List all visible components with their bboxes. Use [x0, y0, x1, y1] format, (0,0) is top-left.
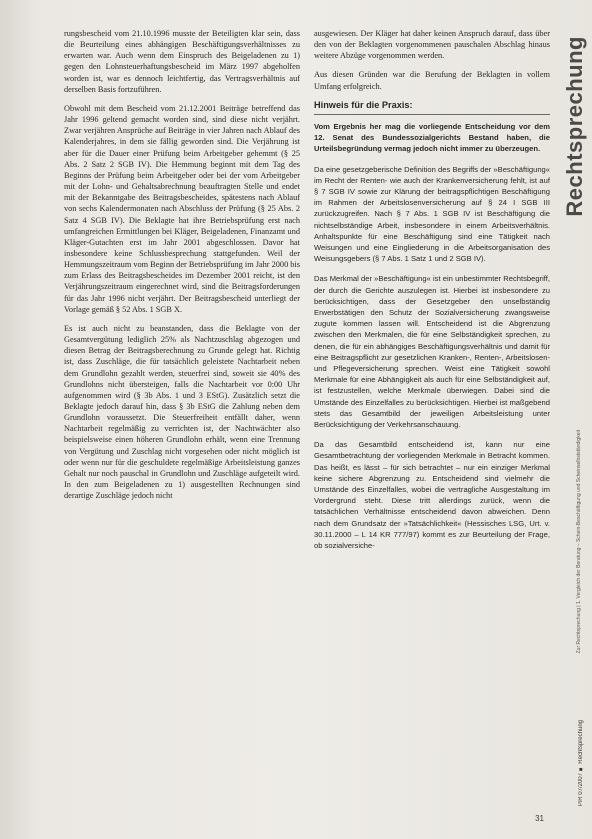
- section-title-vertical: Rechtsprechung: [562, 36, 587, 217]
- left-text-column: [64, 28, 300, 509]
- practice-note-intro: Vom Ergebnis her mag die vorliegende Entscheidung vor dem 12. Senat des Bundessozialgerichts Bestand haben, die Urteilsbegründung vermag jedoch nicht immer zu überzeugen.: [314, 121, 550, 154]
- left-paragraph-1: rungsbescheid vom 21.10.1996 musste der Beteiligten klar sein, dass die Beurteilung eines abhängigen Beschäftigungsverhältnisses zu erwarten war. Auch wenn dem Einspruch des Beigeladenen zu 1) gegen den Lohnsteuerhaftungsbescheid im März 1997 abgeholfen worden ist, war es dennoch leichtfertig, das Vertragsverhältnis auf derselben Basis fortzuführen.: [64, 29, 300, 94]
- journal-label-vertical: PiR 07/2007 ■ Rechtsprechung: [578, 720, 584, 807]
- running-footer-vertical: Zur Rechtsprechung | 1. Vergleich der Beratung – Schein-Beschäftigung und Scheinselbstständigkeit: [576, 430, 582, 654]
- right-text-column: [314, 28, 550, 560]
- practice-note-paragraph-4: Da das Gesamtbild entscheidend ist, kann nur eine Gesamtbetrachtung der vorliegenden Merkmale in Betracht kommen. Das heißt, es lässt – für sich betrachtet – nur ein einziger Merkmal keine sichere Abgrenzung zu. Entscheidend sind vielmehr die Umstände des Einzelfalles, wobei die vertragliche Ausgestaltung im Vordergrund steht. Diese tritt allerdings zurück, wenn die tatsächlichen Verhältnisse entscheidend davon abweichen. Denn nach dem Grundsatz der »Tatsächlichkeit« (Hessisches LSG, Urt. v. 30.11.2000 – L 14 KR 777/97) kommt es zur Beurteilung der Frage, ob sozialversiche-: [314, 440, 550, 551]
- practice-note-box: [314, 100, 550, 552]
- right-paragraph-1: ausgewiesen. Der Kläger hat daher keinen Anspruch darauf, dass über den von der Beklagten vorgenommenen pauschalen Abschlag hinaus weitere Abzüge vorgenommen werden.: [314, 29, 550, 61]
- right-paragraph-2: Aus diesen Gründen war die Berufung der Beklagten in vollem Umfang erfolgreich.: [314, 70, 550, 91]
- page-number: 31: [535, 814, 544, 823]
- practice-note-paragraph-3: Das Merkmal der »Beschäftigung« ist ein unbestimmter Rechtsbegriff, der durch die Gerichte auszulegen ist. Hierbei ist insbesondere zu berücksichtigen, dass der Gesetzgeber den unselbständig Erwerbstätigen den Schutz der Sozialversicherung zwangsweise zugute kommen lassen will. Entscheidend ist die Abgrenzung zwischen den Merkmalen, die für eine Selbständigkeit sprechen, zu denen, die für ein abhängiges Beschäftigungsverhältnis und damit für eine Beitragspflicht zur gesetzlichen Kranken-, Renten-, Arbeitslosen- und Pflegeversicherung sprechen. Weist eine Tätigkeit sowohl Merkmale für eine Abhängigkeit als auch für eine Selbständigkeit auf, ist festzustellen, welche Merkmale überwiegen. Dabei sind die Umstände des Einzelfalles zu berücksichtigen. Hierbei ist maßgebend stets das Gesamtbild der jeweiligen Arbeitsleistung unter Berücksichtigung der Verkehrsanschauung.: [314, 274, 550, 430]
- left-paragraph-3: Es ist auch nicht zu beanstanden, dass die Beklagte von der Gesamtvergütung lediglich 25% als Nachtzuschlag abgezogen und diesen Betrag der Beitragsberechnung zu Grunde gelegt hat. Richtig ist, dass Zuschläge, die für tatsächlich geleistete Nachtarbeit neben dem Grundlohn gezahlt werden, steuerfrei sind, soweit sie 40% des Grundlohns nicht übersteigen, falls die Nachtarbeit vor 0:00 Uhr aufgenommen wird (§ 3b Abs. 1 und 3 EStG). Zusätzlich setzt die Beklagte jedoch darauf hin, dass § 3b EStG die Zahlung neben dem Grundlohn voraussetzt. Die Steuerfreiheit entfällt daher, wenn Nachtarbeit regelmäßig zu verrichten ist, der Nachtwächter also beispielsweise einen höheren Grundlohn erhält, wenn eine Trennung von Vergütung und Zuschlag nicht vorgesehen oder nicht möglich ist oder wenn nur für die geschuldete regelmäßige Arbeitsleistung ganzes Gehalt nur noch pauschal in Grundlohn und Zuschläge aufgeteilt wird. In den zum Beigeladenen zu 1) ausgestellten Rechnungen sind derartige Zuschläge jedoch nicht: [64, 323, 300, 501]
- practice-note-heading: Hinweis für die Praxis:: [314, 100, 550, 115]
- practice-note-paragraph-2: Da eine gesetzgeberische Definition des Begriffs der »Beschäftigung« im Recht der Renten- wie auch der Krankenversicherung fehlt, ist auf § 7 SGB IV sowie zur Klärung der beitragspflichtigen Beschäftigung im Rahmen der Arbeitslosenversicherung auf § 24 I SGB III zurückzugreifen. Nach § 7 Abs. 1 SGB IV ist Beschäftigung die nichtselbständige Arbeit, insbesondere in einem Arbeitsverhältnis. Anhaltspunkte für eine Beschäftigung sind eine Tätigkeit nach Weisungen und eine Eingliederung in die Arbeitsorganisation des Weisungsgebers (§ 7 Abs. 1 Satz 1 und 2 SGB IV).: [314, 164, 550, 264]
- left-paragraph-2: Obwohl mit dem Bescheid vom 21.12.2001 Beiträge betreffend das Jahr 1996 geltend gemacht worden sind, sind diese nicht verjährt. Zwar verjähren Ansprüche auf Beiträge in vier Jahren nach Ablauf des Kalenderjahres, in dem sie fällig geworden sind. Die Verjährung ist aber für die Dauer einer Prüfung beim Arbeitgeber gehemmt (§ 25 Abs. 2 Satz 2 SGB IV). Die Hemmung beginnt mit dem Tag des Beginns der Prüfung beim Arbeitgeber oder bei der vom Arbeitgeber mit der Lohn- und Gehaltsabrechnung beauftragten Stelle und endet mit der Bekanntgabe des Beitragsbescheides, spätestens nach Ablauf von sechs Kalendermonaten nach Abschluss der Prüfung (§ 25 Abs. 2 Satz 4 SGB IV). Die Beklagte hat ihre Betriebsprüfung erst nach umfangreichen Ermittlungen bei Kläger, Beigeladenen, Finanzamt und Kläger-Gutachten erst im Jahr 2001 abgeschlossen. Davor hat insbesondere keine Schlussbesprechung stattgefunden. Weil der Hemmungszeitraum vom Beginn der Betriebsprüfung im Jahr 2000 bis zum Erlass des Beitragsbescheides im Dezember 2001 reicht, ist den Verjährungszeitraum eingerechnet wird, sind die Beitragsforderungen für das Jahr 1996 nicht verjährt. Der Beitragsbescheid unterliegt der Vorlage gemäß § 52 Abs. 1 SGB X.: [64, 103, 300, 314]
